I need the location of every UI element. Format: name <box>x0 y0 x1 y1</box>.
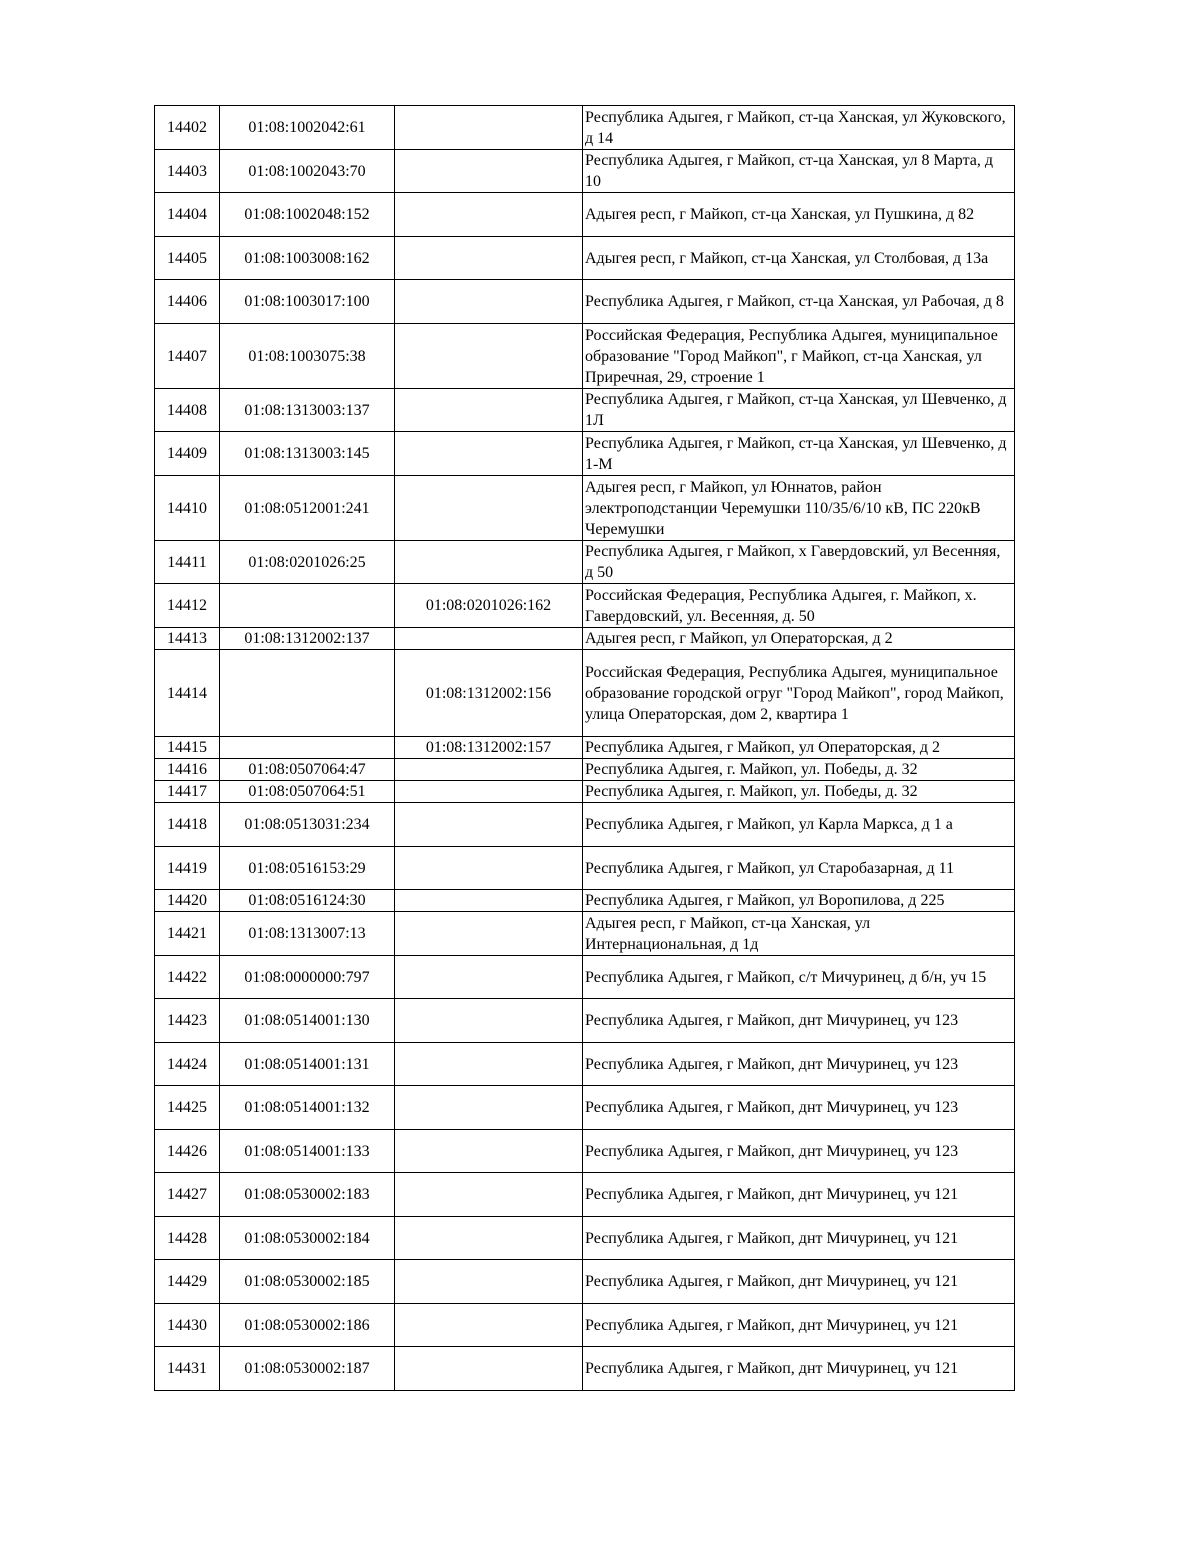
cadastral-number-cell: 01:08:1312002:137 <box>220 628 395 650</box>
cadastral-number-cell: 01:08:0530002:185 <box>220 1260 395 1304</box>
table-row <box>155 237 1015 280</box>
cadastral-number-cell: 01:08:0530002:184 <box>220 1217 395 1260</box>
cadastral-number-cell: 01:08:0530002:183 <box>220 1173 395 1217</box>
table-row <box>155 759 1015 781</box>
table-row <box>155 1086 1015 1130</box>
table-row <box>155 476 1015 541</box>
object-number-cell <box>395 193 583 237</box>
object-number-cell <box>395 956 583 999</box>
row-number-cell: 14411 <box>155 541 220 584</box>
address-cell: Республика Адыгея, г Майкоп, ст-ца Ханская, ул Шевченко, д 1-М <box>583 432 1015 476</box>
row-number-cell: 14424 <box>155 1043 220 1086</box>
address-cell: Республика Адыгея, г Майкоп, днт Мичуринец, уч 123 <box>583 1043 1015 1086</box>
object-number-cell <box>395 150 583 193</box>
table-row <box>155 1304 1015 1347</box>
row-number-cell: 14422 <box>155 956 220 999</box>
address-cell: Республика Адыгея, г Майкоп, ст-ца Ханская, ул Рабочая, д 8 <box>583 280 1015 324</box>
row-number-cell: 14403 <box>155 150 220 193</box>
cadastral-number-cell: 01:08:0516124:30 <box>220 890 395 912</box>
table-row <box>155 890 1015 912</box>
row-number-cell: 14420 <box>155 890 220 912</box>
object-number-cell <box>395 324 583 389</box>
table-row <box>155 106 1015 150</box>
object-number-cell <box>395 106 583 150</box>
address-cell: Республика Адыгея, г Майкоп, ул Старобазарная, д 11 <box>583 847 1015 890</box>
cadastral-number-cell: 01:08:1003008:162 <box>220 237 395 280</box>
address-cell: Российская Федерация, Республика Адыгея, муниципальное образование "Город Майкоп", г Майкоп, ст-ца Ханская, ул Приречная, 29, строение 1 <box>583 324 1015 389</box>
table-row <box>155 628 1015 650</box>
object-number-cell <box>395 628 583 650</box>
address-cell: Российская Федерация, Республика Адыгея, муниципальное образование городской огруг "Город Майкоп", город Майкоп, улица Операторская, дом 2, квартира 1 <box>583 650 1015 737</box>
row-number-cell: 14410 <box>155 476 220 541</box>
address-cell: Адыгея респ, г Майкоп, ул Операторская, д 2 <box>583 628 1015 650</box>
row-number-cell: 14415 <box>155 737 220 759</box>
object-number-cell: 01:08:0201026:162 <box>395 584 583 628</box>
table-row <box>155 847 1015 890</box>
table-row <box>155 781 1015 803</box>
address-cell: Республика Адыгея, г Майкоп, ст-ца Ханская, ул Шевченко, д 1Л <box>583 389 1015 432</box>
table-row <box>155 432 1015 476</box>
cadastral-number-cell: 01:08:0514001:130 <box>220 999 395 1043</box>
object-number-cell <box>395 759 583 781</box>
address-cell: Республика Адыгея, г Майкоп, ст-ца Ханская, ул 8 Марта, д 10 <box>583 150 1015 193</box>
registry-table <box>154 105 1015 1391</box>
object-number-cell <box>395 1347 583 1391</box>
object-number-cell <box>395 476 583 541</box>
address-cell: Республика Адыгея, г Майкоп, х Гавердовский, ул Весенняя, д 50 <box>583 541 1015 584</box>
cadastral-number-cell: 01:08:1313003:137 <box>220 389 395 432</box>
row-number-cell: 14428 <box>155 1217 220 1260</box>
row-number-cell: 14407 <box>155 324 220 389</box>
address-cell: Республика Адыгея, г Майкоп, днт Мичуринец, уч 121 <box>583 1304 1015 1347</box>
table-row <box>155 956 1015 999</box>
cadastral-number-cell: 01:08:0530002:187 <box>220 1347 395 1391</box>
table-row <box>155 389 1015 432</box>
object-number-cell <box>395 803 583 847</box>
row-number-cell: 14414 <box>155 650 220 737</box>
cadastral-number-cell: 01:08:0512001:241 <box>220 476 395 541</box>
table-row <box>155 1130 1015 1173</box>
object-number-cell <box>395 847 583 890</box>
address-cell: Республика Адыгея, г Майкоп, днт Мичуринец, уч 123 <box>583 1086 1015 1130</box>
address-cell: Республика Адыгея, г Майкоп, ул Воропилова, д 225 <box>583 890 1015 912</box>
cadastral-number-cell: 01:08:0514001:133 <box>220 1130 395 1173</box>
table-row <box>155 1217 1015 1260</box>
object-number-cell <box>395 1304 583 1347</box>
table-row <box>155 650 1015 737</box>
table-row <box>155 737 1015 759</box>
cadastral-number-cell: 01:08:0530002:186 <box>220 1304 395 1347</box>
row-number-cell: 14404 <box>155 193 220 237</box>
object-number-cell <box>395 389 583 432</box>
object-number-cell <box>395 1260 583 1304</box>
row-number-cell: 14413 <box>155 628 220 650</box>
cadastral-number-cell: 01:08:1313003:145 <box>220 432 395 476</box>
address-cell: Республика Адыгея, г Майкоп, ул Карла Маркса, д 1 а <box>583 803 1015 847</box>
cadastral-number-cell: 01:08:0516153:29 <box>220 847 395 890</box>
address-cell: Республика Адыгея, г Майкоп, днт Мичуринец, уч 121 <box>583 1347 1015 1391</box>
object-number-cell <box>395 1043 583 1086</box>
row-number-cell: 14402 <box>155 106 220 150</box>
address-cell: Адыгея респ, г Майкоп, ст-ца Ханская, ул Столбовая, д 13а <box>583 237 1015 280</box>
object-number-cell <box>395 1217 583 1260</box>
row-number-cell: 14431 <box>155 1347 220 1391</box>
cadastral-number-cell: 01:08:1003075:38 <box>220 324 395 389</box>
object-number-cell <box>395 781 583 803</box>
object-number-cell: 01:08:1312002:156 <box>395 650 583 737</box>
row-number-cell: 14429 <box>155 1260 220 1304</box>
cadastral-number-cell: 01:08:0513031:234 <box>220 803 395 847</box>
address-cell: Адыгея респ, г Майкоп, ст-ца Ханская, ул Пушкина, д 82 <box>583 193 1015 237</box>
cadastral-number-cell: 01:08:0000000:797 <box>220 956 395 999</box>
object-number-cell <box>395 890 583 912</box>
table-row <box>155 912 1015 956</box>
row-number-cell: 14406 <box>155 280 220 324</box>
row-number-cell: 14417 <box>155 781 220 803</box>
cadastral-number-cell <box>220 650 395 737</box>
row-number-cell: 14419 <box>155 847 220 890</box>
table-row <box>155 1347 1015 1391</box>
table-row <box>155 584 1015 628</box>
object-number-cell <box>395 1173 583 1217</box>
object-number-cell <box>395 541 583 584</box>
cadastral-number-cell <box>220 584 395 628</box>
object-number-cell <box>395 237 583 280</box>
address-cell: Республика Адыгея, г Майкоп, днт Мичуринец, уч 121 <box>583 1217 1015 1260</box>
object-number-cell: 01:08:1312002:157 <box>395 737 583 759</box>
cadastral-number-cell: 01:08:1002048:152 <box>220 193 395 237</box>
row-number-cell: 14423 <box>155 999 220 1043</box>
address-cell: Республика Адыгея, г. Майкоп, ул. Победы, д. 32 <box>583 781 1015 803</box>
row-number-cell: 14409 <box>155 432 220 476</box>
address-cell: Российская Федерация, Республика Адыгея, г. Майкоп, х. Гавердовский, ул. Весенняя, д. 50 <box>583 584 1015 628</box>
row-number-cell: 14421 <box>155 912 220 956</box>
address-cell: Республика Адыгея, г. Майкоп, ул. Победы, д. 32 <box>583 759 1015 781</box>
table-row <box>155 1043 1015 1086</box>
row-number-cell: 14427 <box>155 1173 220 1217</box>
table-row <box>155 541 1015 584</box>
object-number-cell <box>395 912 583 956</box>
address-cell: Республика Адыгея, г Майкоп, ул Операторская, д 2 <box>583 737 1015 759</box>
table-row <box>155 999 1015 1043</box>
row-number-cell: 14418 <box>155 803 220 847</box>
table-row <box>155 1260 1015 1304</box>
address-cell: Республика Адыгея, г Майкоп, днт Мичуринец, уч 121 <box>583 1260 1015 1304</box>
table-row <box>155 1173 1015 1217</box>
object-number-cell <box>395 280 583 324</box>
row-number-cell: 14408 <box>155 389 220 432</box>
table-row <box>155 193 1015 237</box>
cadastral-number-cell: 01:08:0507064:47 <box>220 759 395 781</box>
row-number-cell: 14425 <box>155 1086 220 1130</box>
row-number-cell: 14405 <box>155 237 220 280</box>
table-row <box>155 803 1015 847</box>
cadastral-number-cell: 01:08:0201026:25 <box>220 541 395 584</box>
object-number-cell <box>395 432 583 476</box>
registry-table-body <box>155 106 1015 1391</box>
address-cell: Республика Адыгея, г Майкоп, днт Мичуринец, уч 123 <box>583 999 1015 1043</box>
cadastral-number-cell: 01:08:0514001:132 <box>220 1086 395 1130</box>
cadastral-number-cell: 01:08:1313007:13 <box>220 912 395 956</box>
address-cell: Республика Адыгея, г Майкоп, с/т Мичуринец, д б/н, уч 15 <box>583 956 1015 999</box>
address-cell: Республика Адыгея, г Майкоп, ст-ца Ханская, ул Жуковского, д 14 <box>583 106 1015 150</box>
cadastral-number-cell <box>220 737 395 759</box>
address-cell: Республика Адыгея, г Майкоп, днт Мичуринец, уч 121 <box>583 1173 1015 1217</box>
table-row <box>155 280 1015 324</box>
object-number-cell <box>395 999 583 1043</box>
cadastral-number-cell: 01:08:0507064:51 <box>220 781 395 803</box>
row-number-cell: 14430 <box>155 1304 220 1347</box>
table-row <box>155 150 1015 193</box>
address-cell: Адыгея респ, г Майкоп, ул Юннатов, район электроподстанции Черемушки 110/35/6/10 кВ, ПС 220кВ Черемушки <box>583 476 1015 541</box>
object-number-cell <box>395 1130 583 1173</box>
address-cell: Республика Адыгея, г Майкоп, днт Мичуринец, уч 123 <box>583 1130 1015 1173</box>
row-number-cell: 14412 <box>155 584 220 628</box>
object-number-cell <box>395 1086 583 1130</box>
address-cell: Адыгея респ, г Майкоп, ст-ца Ханская, ул Интернациональная, д 1д <box>583 912 1015 956</box>
cadastral-number-cell: 01:08:1002043:70 <box>220 150 395 193</box>
table-row <box>155 324 1015 389</box>
row-number-cell: 14426 <box>155 1130 220 1173</box>
cadastral-number-cell: 01:08:1003017:100 <box>220 280 395 324</box>
row-number-cell: 14416 <box>155 759 220 781</box>
cadastral-number-cell: 01:08:1002042:61 <box>220 106 395 150</box>
cadastral-number-cell: 01:08:0514001:131 <box>220 1043 395 1086</box>
